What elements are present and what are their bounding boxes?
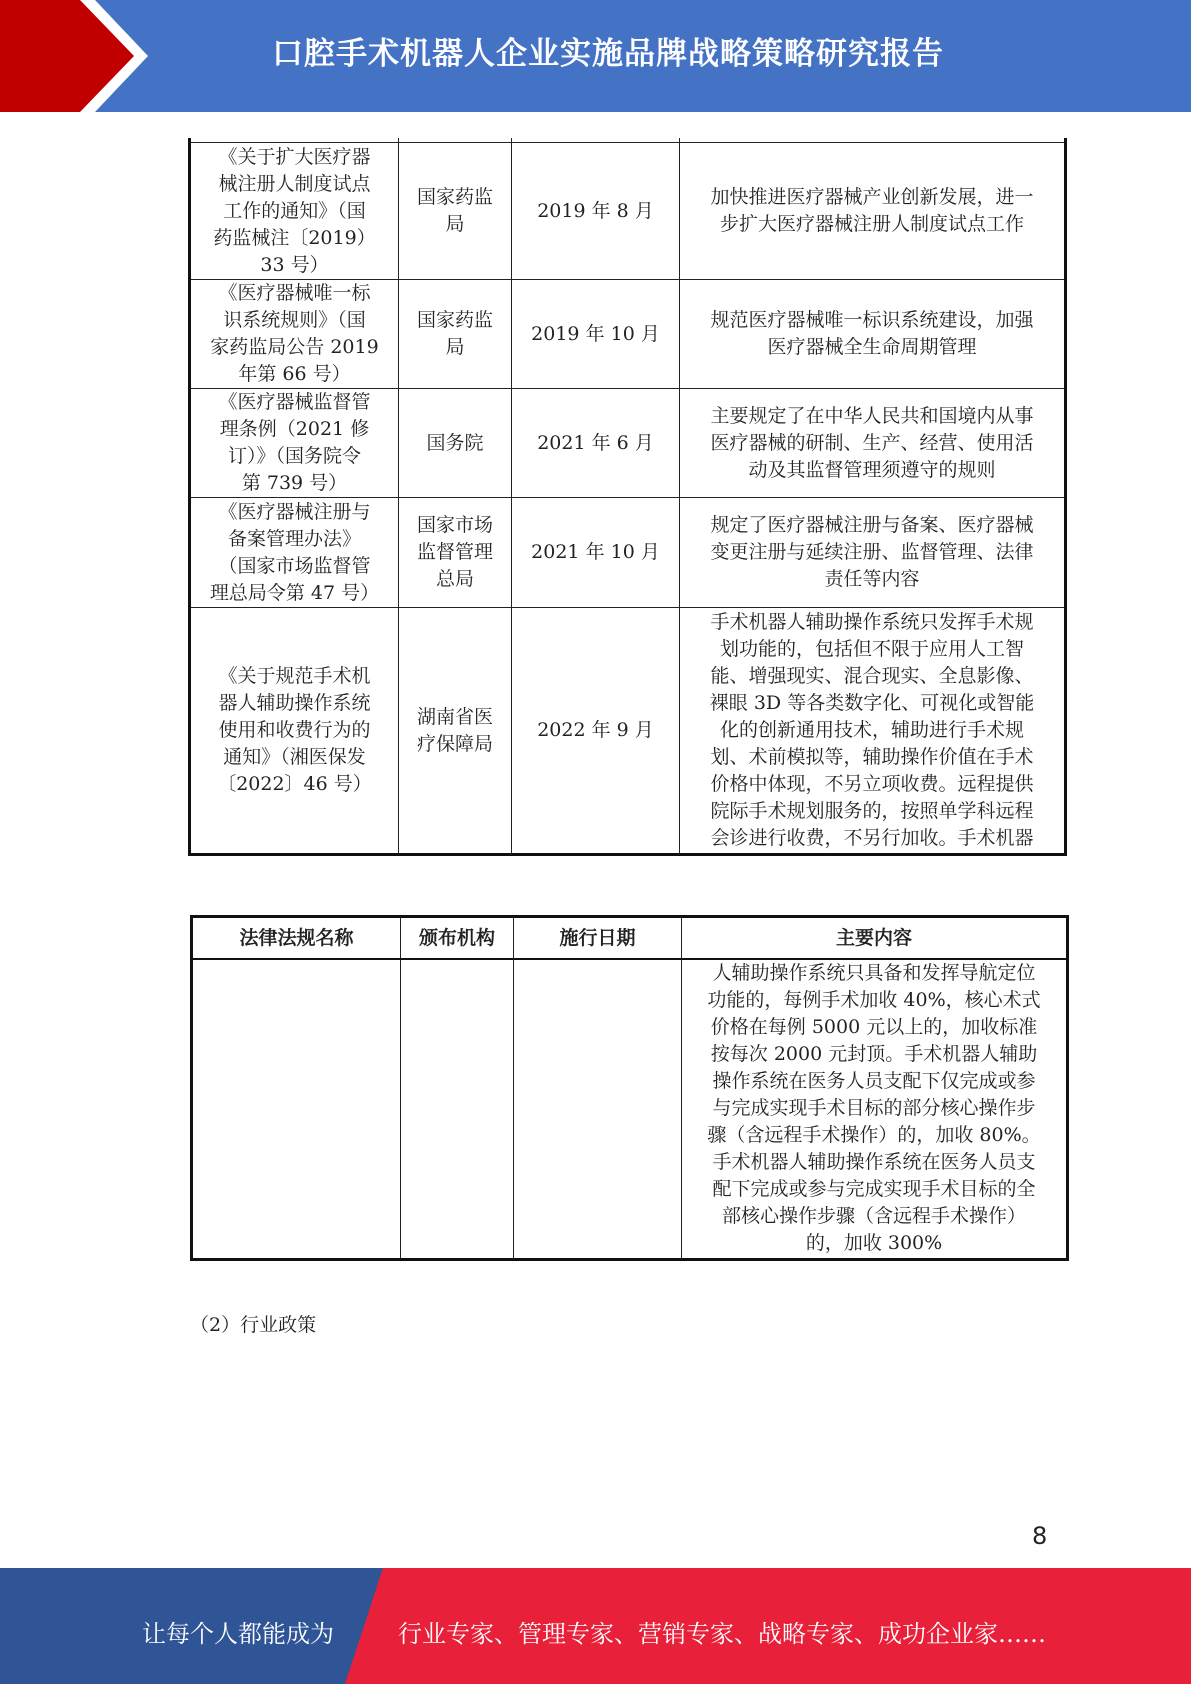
cell-line: 家药监局公告 2019 [210,336,379,358]
cell-line: 药监械注〔2019） [213,226,376,249]
footer-slogan-left: 让每个人都能成为 [142,1620,334,1648]
cell-line: 〔2022〕46 号） [217,773,372,795]
cell-content [680,608,1066,855]
footer-slogan-right: 行业专家、管理专家、营销专家、战略专家、成功企业家…… [398,1620,1046,1648]
cell-line: 功能的，每例手术加收 40%，核心术式 [707,989,1041,1012]
cell-date [512,498,680,608]
cell-line: 国务院 [426,431,484,454]
column-header-content: 主要内容 [682,917,1068,960]
cell-line: 配下完成或参与完成实现手术目标的全 [712,1178,1036,1201]
cell-agency [399,280,512,389]
table-header-row [192,917,1068,960]
cell-date [512,143,680,280]
cell-content [680,143,1066,280]
column-header-date: 施行日期 [514,917,682,960]
cell-line: 骤（含远程手术操作）的，加收 80%。 [707,1124,1041,1147]
cell-line: 国家药监 [416,309,493,331]
cell-content [680,280,1066,389]
cell-line: （国家市场监督管 [218,554,371,577]
cell-line: 规定了医疗器械注册与备案、医疗器械 [710,514,1034,536]
cell-line: 国家药监 [416,186,493,208]
cell-agency [401,959,514,1259]
cell-line: 划、术前模拟等，辅助操作价值在手术 [710,746,1034,768]
cell-line: 国家市场 [416,514,493,536]
cell-line: 33 号） [260,253,329,276]
cell-line: 2019 年 10 月 [531,322,660,345]
cell-line: 订）》（国务院令 [227,445,361,467]
cell-line: 医疗器械的研制、生产、经营、使用活 [710,431,1034,454]
report-title: 口腔手术机器人企业实施品牌战略策略研究报告 [272,36,944,72]
table-row [190,498,1066,608]
regulations-table [190,915,1069,1261]
cell-line: 划功能的，包括但不限于应用人工智 [719,638,1024,660]
table-row [190,280,1066,389]
column-header-agency: 颁布机构 [401,917,514,960]
cell-line: 总局 [435,568,474,590]
cell-line: 人辅助操作系统只具备和发挥导航定位 [712,962,1036,985]
cell-name [190,389,399,498]
cell-date [512,389,680,498]
table-row [190,389,1066,498]
cell-line: 年第 66 号） [238,363,351,385]
cell-line: 主要规定了在中华人民共和国境内从事 [710,404,1034,427]
cell-name [192,959,401,1259]
cell-line: 局 [445,336,465,358]
cell-line: 院际手术规划服务的，按照单学科远程 [710,800,1034,822]
cell-line: 动及其监督管理须遵守的规则 [748,458,996,481]
cell-line: 工作的通知》（国 [223,199,366,222]
cell-line: 会诊进行收费，不另行加收。手术机器 [710,827,1034,849]
cell-name [190,608,399,855]
cell-line: 部核心操作步骤（含远程手术操作） [721,1205,1026,1228]
cell-line: 变更注册与延续注册、监督管理、法律 [710,541,1034,563]
cell-line: 化的创新通用技术，辅助进行手术规 [719,719,1024,741]
cell-line: 《医疗器械注册与 [218,500,371,523]
subsection-heading: （2）行业政策 [190,1314,317,1336]
cell-line: 器人辅助操作系统 [218,692,371,714]
cell-line: 械注册人制度试点 [218,172,371,195]
cell-line: 手术机器人辅助操作系统在医务人员支 [712,1151,1036,1174]
page-number: 8 [1032,1522,1048,1550]
cell-line: 加快推进医疗器械产业创新发展，进一 [710,186,1034,208]
column-header-name: 法律法规名称 [192,917,401,960]
cell-line: 与完成实现手术目标的部分核心操作步 [712,1097,1036,1120]
cell-line: 裸眼 3D 等各类数字化、可视化或智能 [709,692,1035,714]
cell-line: 医疗器械全生命周期管理 [767,336,977,358]
cell-line: 识系统规则》（国 [223,309,366,331]
cell-line: 手术机器人辅助操作系统只发挥手术规 [710,611,1034,633]
cell-line: 理总局令第 47 号） [209,581,380,604]
cell-line: 的，加收 300% [805,1232,943,1255]
cell-line: 湖南省医 [416,705,493,728]
header-chevron-icon [0,0,160,112]
cell-date [512,608,680,855]
cell-agency [399,389,512,498]
cell-line: 步扩大医疗器械注册人制度试点工作 [719,213,1024,235]
cell-line: 第 739 号） [241,472,348,494]
cell-line: 2022 年 9 月 [537,719,654,741]
table-row [190,608,1066,855]
cell-name [190,280,399,389]
cell-content [680,498,1066,608]
cell-line: 操作系统在医务人员支配下仅完成或参 [712,1070,1036,1093]
cell-line: 2021 年 6 月 [537,431,654,454]
cell-line: 《关于规范手术机 [218,665,371,687]
table-row [190,143,1066,280]
cell-line: 局 [445,213,465,235]
cell-agency [399,608,512,855]
cell-line: 疗保障局 [416,732,493,755]
page-header [0,0,1191,112]
regulations-table-continued [188,138,1067,856]
cell-line: 理条例（2021 修 [219,418,370,440]
cell-date [514,959,682,1259]
cell-line: 《医疗器械监督管 [218,391,371,413]
cell-agency [399,498,512,608]
cell-date [512,280,680,389]
cell-line: 2019 年 8 月 [537,199,654,222]
cell-content [680,389,1066,498]
cell-agency [399,143,512,280]
cell-line: 通知》（湘医保发 [223,746,366,768]
cell-name [190,498,399,608]
cell-line: 责任等内容 [824,568,920,590]
cell-line: 备案管理办法》 [227,527,361,550]
cell-content [682,959,1068,1259]
cell-line: 《关于扩大医疗器 [218,145,371,168]
cell-line: 规范医疗器械唯一标识系统建设，加强 [710,309,1034,331]
cell-line: 能、增强现实、混合现实、全息影像、 [710,665,1034,687]
cell-line: 使用和收费行为的 [218,719,371,741]
cell-line: 2021 年 10 月 [531,541,660,563]
cell-line: 价格中体现，不另立项收费。远程提供 [710,773,1034,795]
cell-line: 《医疗器械唯一标 [218,282,371,304]
cell-line: 监督管理 [416,541,493,563]
cell-line: 价格在每例 5000 元以上的，加收标准 [710,1016,1038,1039]
cell-name [190,143,399,280]
table-row [192,959,1068,1259]
cell-line: 按每次 2000 元封顶。手术机器人辅助 [710,1043,1038,1066]
